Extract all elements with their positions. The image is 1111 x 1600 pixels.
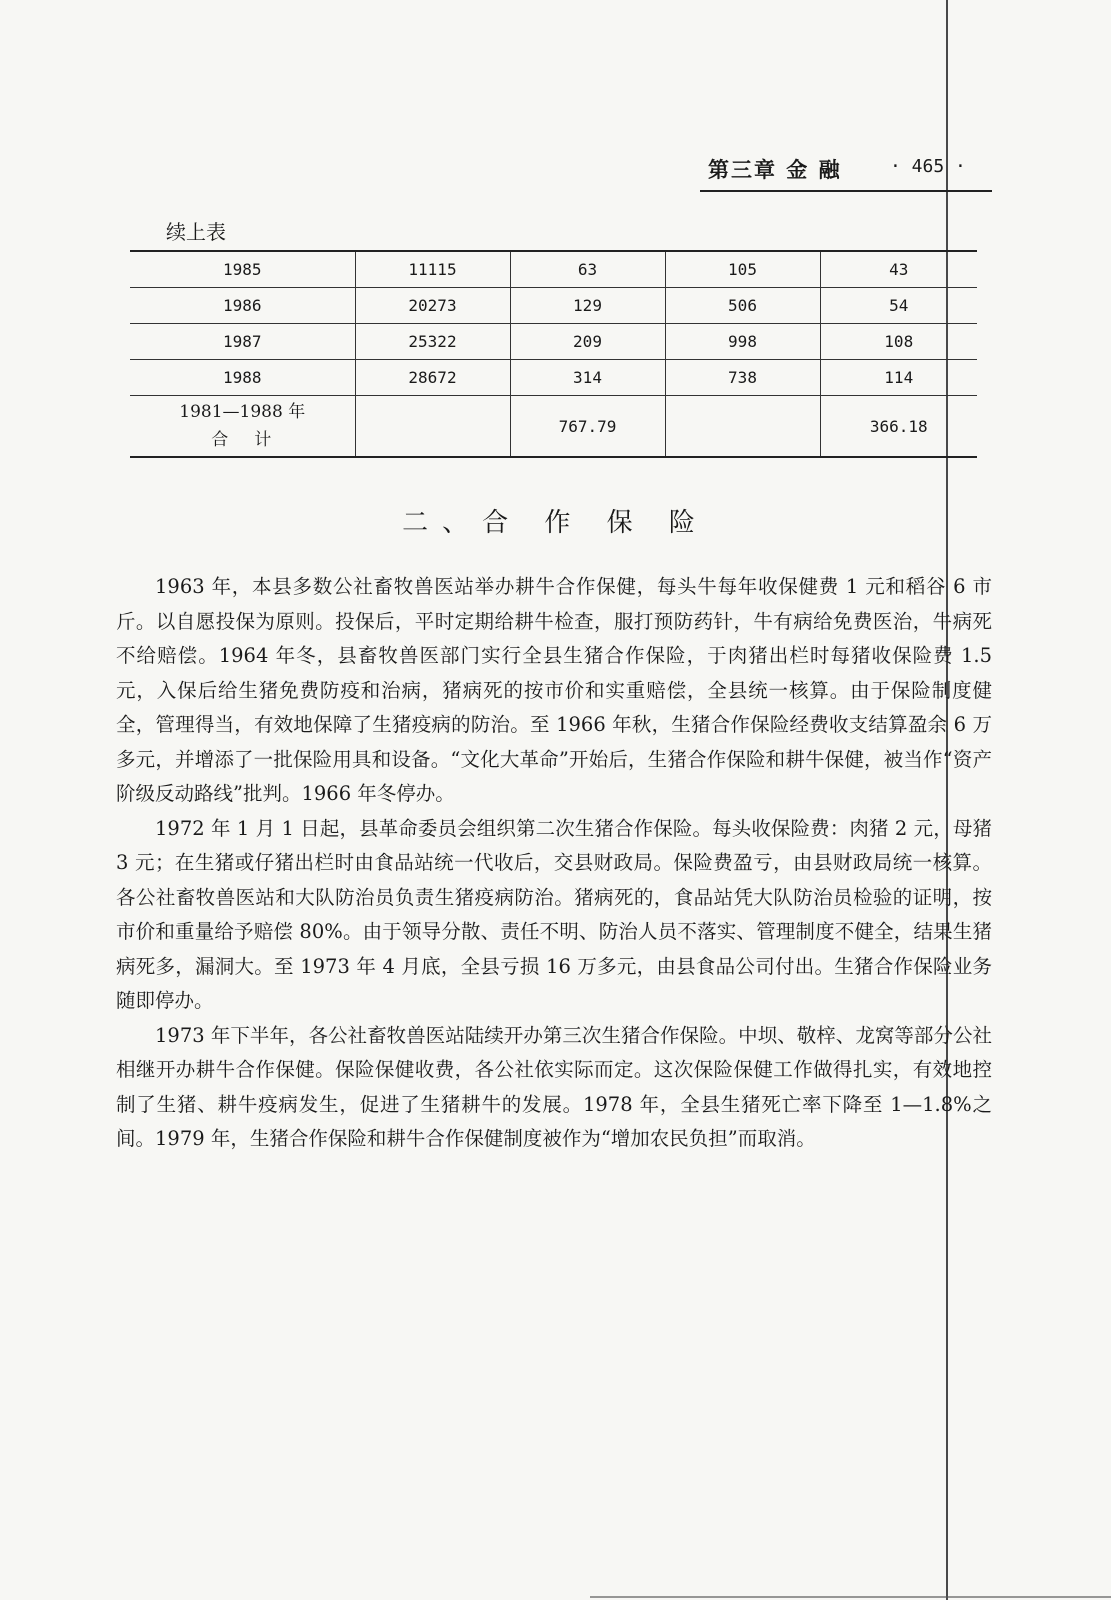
table-cell: 366.18: [820, 396, 977, 458]
table-cell: 63: [510, 251, 665, 288]
table-cell: [355, 396, 510, 458]
paragraph: 1973 年下半年，各公社畜牧兽医站陆续开办第三次生猪合作保险。中坝、敬梓、龙窝等部分公社相继开办耕牛合作保健。保险保健收费，各公社依实际而定。这次保险保健工作做得扎实，有效地控制了生猪、耕牛疫病发生，促进了生猪耕牛的发展。1978 年，全县生猪死亡率下降至 1—1.8%之间。1979 年，生猪合作保险和耕牛合作保健制度被作为“增加农民负担”而取消。: [116, 1023, 992, 1150]
table-row: [130, 288, 977, 324]
total-label-line1: 1981—1988 年: [179, 402, 306, 422]
table-cell: 20273: [355, 288, 510, 324]
table-cell: 105: [665, 251, 820, 288]
chapter-title: 第三章 金 融: [708, 158, 842, 182]
table-cell: 1985: [130, 251, 355, 288]
table-cell: 1987: [130, 324, 355, 360]
table-cell: 129: [510, 288, 665, 324]
table-cell: 108: [820, 324, 977, 360]
table-cell: 1988: [130, 360, 355, 396]
table-row: [130, 251, 977, 288]
paragraph: 1963 年，本县多数公社畜牧兽医站举办耕牛合作保健，每头牛每年收保健费 1 元和稻谷 6 市斤。以自愿投保为原则。投保后，平时定期给耕牛检查，服打预防药针，牛有病给免费医治，牛病死不给赔偿。1964 年冬，县畜牧兽医部门实行全县生猪合作保险，于肉猪出栏时每猪收保险费 1.5 元，入保后给生猪免费防疫和治病，猪病死的按市价和实重赔偿，全县统一核算。由于保险制度健全，管理得当，有效地保障了生猪疫病的防治。至 1966 年秋，生猪合作保险经费收支结算盈余 6 万多元，并增添了一批保险用具和设备。“文化大革命”开始后，生猪合作保险和耕牛保健，被当作“资产阶级反动路线”批判。1966 年冬停办。: [116, 575, 992, 805]
scan-edge-line: [590, 1596, 1111, 1598]
table-cell: 767.79: [510, 396, 665, 458]
table-cell: 738: [665, 360, 820, 396]
table-cell: 43: [820, 251, 977, 288]
data-table: [130, 250, 977, 458]
paragraph: 1972 年 1 月 1 日起，县革命委员会组织第二次生猪合作保险。每头收保险费：肉猪 2 元，母猪 3 元；在生猪或仔猪出栏时由食品站统一代收后，交县财政局。保险费盈亏，由县财政局统一核算。各公社畜牧兽医站和大队防治员负责生猪疫病防治。猪病死的，食品站凭大队防治员检验的证明，按市价和重量给予赔偿 80%。由于领导分散、责任不明、防治人员不落实、管理制度不健全，结果生猪病死多，漏洞大。至 1973 年 4 月底，全县亏损 16 万多元，由县食品公司付出。生猪合作保险业务随即停办。: [116, 816, 992, 1012]
body-text: [116, 570, 992, 1157]
table-cell: 209: [510, 324, 665, 360]
table-cell: 54: [820, 288, 977, 324]
table-continuation-label: 续上表: [166, 220, 226, 244]
table-cell: 1986: [130, 288, 355, 324]
table-cell: 25322: [355, 324, 510, 360]
table-cell: 28672: [355, 360, 510, 396]
table-cell: [665, 396, 820, 458]
page-number: · 465 ·: [890, 156, 966, 177]
table-row: [130, 324, 977, 360]
table-cell: 506: [665, 288, 820, 324]
section-title: 二、合 作 保 险: [402, 508, 709, 538]
table-row: [130, 360, 977, 396]
running-header: [700, 152, 992, 192]
total-label-line2: 合计: [211, 430, 298, 450]
table-cell: 998: [665, 324, 820, 360]
table-total-row: [130, 396, 977, 458]
table-cell: 314: [510, 360, 665, 396]
table-cell: 11115: [355, 251, 510, 288]
total-label-cell: [130, 396, 355, 458]
table-cell: 114: [820, 360, 977, 396]
